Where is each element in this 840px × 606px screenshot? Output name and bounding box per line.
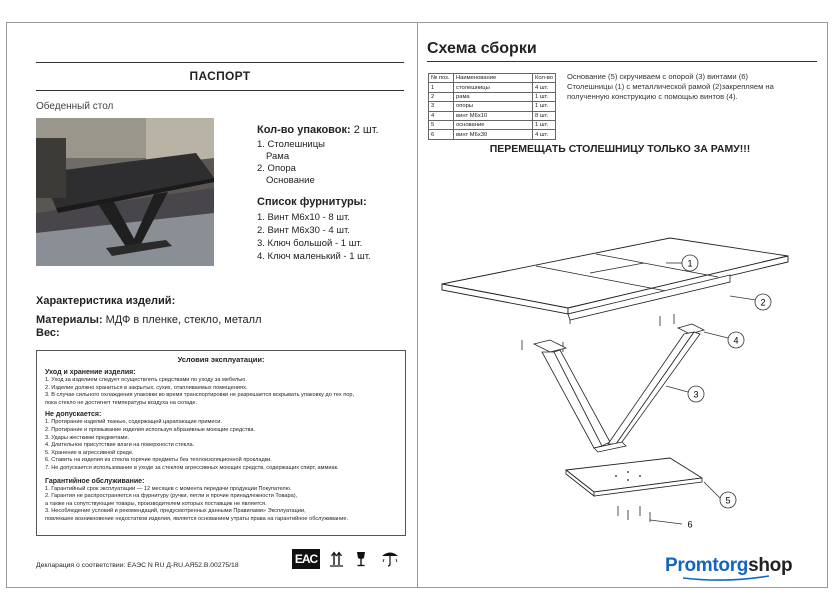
callout-1: [682, 255, 698, 271]
table-cell: столешницы: [454, 83, 533, 92]
care-line: пока стекло не достигнет температуры воздуха на складе.: [45, 399, 198, 406]
table-cell: 1 шт.: [533, 120, 556, 129]
assembly-instructions: [567, 72, 774, 102]
table-cell: рама: [454, 92, 533, 101]
table-cell: основание: [454, 120, 533, 129]
hardware-item: 1. Винт М6х10 - 8 шт.: [257, 212, 350, 223]
care-line: 3. В случае сильного охлаждения упаковки во время транспортировки не разрешается вскрывать упаковку до тех пор,: [45, 392, 355, 399]
table-header-row: [429, 74, 556, 83]
conditions-body: [45, 368, 401, 524]
warranty-line: 2. Гарантия не распространяется на фурнитуру (ручки, петли и прочие принадлежности Товара),: [45, 493, 298, 500]
table-cell: 4: [429, 111, 454, 120]
base-part: [566, 458, 702, 496]
brand-logo-part2: shop: [748, 555, 793, 576]
callout-2: [755, 294, 771, 310]
svg-text:3: 3: [693, 389, 699, 400]
eac-mark: EAC: [292, 549, 320, 569]
table-cell: 2: [429, 92, 454, 101]
instruction-line: Основание (5) скручиваем с опорой (3) винтами (6): [567, 72, 749, 81]
forbidden-title: Не допускается:: [45, 411, 102, 419]
table-cell: винт М6х10: [454, 111, 533, 120]
table-cell: 1: [429, 83, 454, 92]
packages-heading: [257, 124, 379, 136]
warranty-line: 1. Гарантийный срок эксплуатации — 12 месяцев с момента передачи продукции Покупателю.: [45, 485, 292, 492]
materials-line: [36, 314, 262, 326]
product-photo: [36, 118, 214, 266]
care-line: 2. Изделие должно храниться в закрытых, сухих, отапливаемых помещениях.: [45, 384, 248, 391]
packages-list: [257, 139, 325, 187]
package-item: 2. Опора: [257, 163, 296, 174]
base-screws: [618, 506, 650, 522]
forbidden-line: 7. Не допускается использование в уходе за стеклом агрессивных моющих средств, содержащих спирт, аммиак.: [45, 464, 339, 471]
keep-dry-icon: [382, 553, 398, 567]
move-warning: ПЕРЕМЕЩАТЬ СТОЛЕШНИЦУ ТОЛЬКО ЗА РАМУ!!!: [489, 143, 751, 155]
characteristics-title: Характеристика изделий:: [36, 295, 176, 307]
declaration-text: Декларация о соответствии: ЕАЭС N RU Д-RU.АЯ52.В.00275/18: [36, 562, 239, 569]
table-cell: 3: [429, 102, 454, 111]
table-cell: винт М6х30: [454, 130, 533, 139]
warranty-line: 3. Несоблюдение условий и рекомендаций, предусмотренных данными Правилами» Эксплуатации,: [45, 508, 306, 515]
weight-label: Вес:: [36, 327, 60, 339]
table-header-cell: Наименование: [454, 74, 533, 83]
packages-value: 2 шт.: [353, 124, 379, 136]
title-rule: [36, 62, 404, 63]
assembly-title-rule: [427, 61, 817, 62]
package-item: Основание: [266, 175, 315, 186]
warranty-line: повлекшее возникновение недостатков изделия, является основанием утраты права на гарантийное обслуживание.: [45, 515, 349, 522]
hardware-item: 2. Винт М6х30 - 4 шт.: [257, 225, 350, 236]
table-row: [429, 92, 556, 101]
hardware-item: 4. Ключ маленький - 1 шт.: [257, 251, 371, 262]
svg-text:1: 1: [687, 258, 693, 269]
assembly-title: Схема сборки: [427, 40, 537, 57]
table-cell: 8 шт.: [533, 111, 556, 120]
table-cell: 6: [429, 130, 454, 139]
forbidden-line: 5. Хранение в агрессивной среде.: [45, 449, 134, 456]
product-name: Обеденный стол: [36, 101, 114, 112]
callout-6: [684, 518, 696, 530]
table-header-cell: Кол-во: [533, 74, 556, 83]
table-row: [429, 120, 556, 129]
callout-3: [688, 386, 704, 402]
brand-logo-part1: Promtorg: [665, 555, 749, 576]
table-cell: 5: [429, 120, 454, 129]
table-cell: 1 шт.: [533, 92, 556, 101]
materials-label: Материалы:: [36, 314, 103, 326]
instruction-line: Столешницы (1) с металлической рамой (2)закрепляем на: [567, 82, 774, 91]
title-rule-bottom: [36, 90, 404, 91]
conditions-box: [36, 350, 406, 536]
table-cell: 1 шт.: [533, 102, 556, 111]
warranty-title: Гарантийное обслуживание:: [45, 477, 145, 485]
warranty-line: а также на сопутствующие товары, производителем которых поставщик не является.: [45, 500, 267, 507]
callout-4: [728, 332, 744, 348]
brand-underline-icon: [681, 575, 771, 581]
care-line: 1. Уход за изделием следует осуществлять средствами по уходу за мебелью.: [45, 377, 247, 383]
table-cell: 4 шт.: [533, 83, 556, 92]
forbidden-line: 1. Протирание изделий тканью, содержащей царапающие примеси.: [45, 419, 222, 426]
package-item: Рама: [266, 151, 290, 162]
forbidden-line: 4. Длительное присутствие влаги на поверхности стекла.: [45, 442, 195, 449]
assembly-diagram: [418, 220, 828, 530]
table-row: [429, 102, 556, 111]
forbidden-line: 3. Удары жесткими предметами.: [45, 434, 130, 441]
svg-text:6: 6: [687, 519, 693, 530]
conditions-title: Условия эксплуатации:: [177, 355, 265, 364]
table-row: [429, 130, 556, 139]
table-cell: 4 шт.: [533, 130, 556, 139]
svg-text:5: 5: [725, 495, 731, 506]
package-item: 1. Столешницы: [257, 139, 326, 150]
table-row: [429, 111, 556, 120]
hardware-list: [257, 212, 371, 263]
passport-title: ПАСПОРТ: [189, 69, 251, 83]
this-side-up-icon: [330, 553, 343, 567]
svg-text:4: 4: [733, 335, 739, 346]
packages-label: Кол-во упаковок:: [257, 124, 351, 136]
care-title: Уход и хранение изделия:: [45, 369, 136, 376]
support-part: [534, 324, 704, 452]
brand-logo[interactable]: [665, 555, 792, 577]
table-cell: опоры: [454, 102, 533, 111]
instruction-line: полученную конструкцию с помощью винтов (4).: [567, 92, 738, 101]
handling-icons: [330, 550, 408, 568]
materials-value: МДФ в пленке, стекло, металл: [105, 314, 262, 326]
fragile-icon: [357, 552, 365, 566]
hardware-title: Список фурнитуры:: [257, 196, 367, 208]
parts-table: [428, 73, 556, 140]
table-row: [429, 83, 556, 92]
forbidden-line: 6. Ставить на изделия из стекла горячие предметы без теплоизоляционной прокладки.: [45, 457, 272, 464]
svg-text:2: 2: [760, 297, 766, 308]
forbidden-line: 2. Протирание и промывание изделия используя абразивные моющие средства.: [45, 426, 256, 433]
hardware-item: 3. Ключ большой - 1 шт.: [257, 238, 363, 249]
callout-5: [720, 492, 736, 508]
table-header-cell: № поз.: [429, 74, 454, 83]
